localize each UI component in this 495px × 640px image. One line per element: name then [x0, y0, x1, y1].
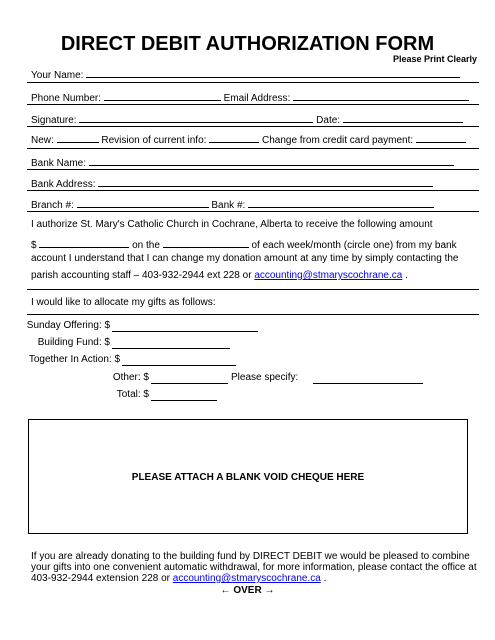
signature-label: Signature: [31, 115, 77, 126]
phone-label: Phone Number: [31, 93, 102, 104]
void-cheque-box [28, 419, 468, 534]
signature-field[interactable] [79, 111, 313, 123]
building-fund-label: Building Fund: $ [37, 337, 110, 348]
authorization-line-4: parish accounting staff – 403-932-2944 ext 228 or accounting@stmaryscochrane.ca . [31, 270, 408, 281]
phone-email-row [31, 89, 469, 105]
divider [27, 104, 479, 105]
divider [27, 289, 479, 290]
branch-row [31, 196, 434, 212]
signature-date-row [31, 111, 463, 127]
divider [27, 314, 479, 315]
authorization-line-1: I authorize St. Mary's Catholic Church in Cochrane, Alberta to receive the following amount [31, 219, 433, 230]
other-label: Other: $ [112, 372, 149, 383]
void-cheque-text: PLEASE ATTACH A BLANK VOID CHEQUE HERE [131, 472, 365, 483]
phone-field[interactable] [104, 89, 221, 101]
change-label: Change from credit card payment: [261, 135, 414, 146]
bank-number-label: Bank #: [211, 200, 246, 211]
new-field[interactable] [57, 131, 99, 143]
change-field[interactable] [416, 131, 466, 143]
bank-address-field[interactable] [98, 175, 433, 187]
divider [27, 169, 479, 170]
authorization-line-3: account I understand that I can change my donation amount at any time by simply contacting the [31, 253, 459, 264]
branch-field[interactable] [77, 196, 209, 208]
authorization-line-2: $ on the of each week/month (circle one) from my bank [31, 236, 457, 252]
total-label: Total: $ [116, 389, 149, 400]
please-specify-label: Please specify: [231, 372, 299, 383]
sunday-offering-label: Sunday Offering: $ [26, 320, 110, 331]
form-title: DIRECT DEBIT AUTHORIZATION FORM [60, 33, 435, 55]
together-in-action-field[interactable] [122, 354, 236, 366]
date-label: Date: [316, 115, 341, 126]
revision-field[interactable] [209, 131, 259, 143]
your-name-row [31, 66, 460, 82]
your-name-label: Your Name: [31, 70, 84, 81]
divider [27, 190, 479, 191]
please-specify-field[interactable] [313, 372, 423, 384]
divider [27, 148, 479, 149]
footer-line-2: your gifts into one convenient automatic withdrawal, for more information, please contact the office at [31, 562, 477, 573]
sunday-offering-field[interactable] [112, 320, 258, 332]
email-label: Email Address: [223, 93, 291, 104]
divider [27, 82, 479, 83]
allocation-intro: I would like to allocate my gifts as follows: [31, 297, 216, 308]
bank-number-field[interactable] [248, 196, 434, 208]
your-name-field[interactable] [86, 66, 460, 78]
building-fund-field[interactable] [112, 337, 230, 349]
new-label: New: [31, 135, 54, 146]
date-field[interactable] [343, 111, 463, 123]
bank-name-label: Bank Name: [31, 158, 87, 169]
print-note: Please Print Clearly [392, 54, 477, 64]
accounting-email-link[interactable]: accounting@stmaryscochrane.ca [254, 270, 403, 281]
footer-email-link[interactable]: accounting@stmaryscochrane.ca [172, 573, 321, 584]
divider [27, 126, 479, 127]
footer-line-1: If you are already donating to the building fund by DIRECT DEBIT we would be pleased to combine [31, 551, 470, 562]
footer-line-3: 403-932-2944 extension 228 or accounting@stmaryscochrane.ca . [31, 573, 327, 584]
bank-address-row [31, 175, 433, 191]
bank-name-row [31, 154, 454, 170]
bank-address-label: Bank Address: [31, 179, 96, 190]
status-row [31, 131, 466, 147]
together-in-action-label: Together In Action: $ [28, 354, 120, 365]
revision-label: Revision of current info: [101, 135, 207, 146]
bank-name-field[interactable] [89, 154, 454, 166]
over-indicator: ← OVER → [220, 585, 275, 596]
divider [27, 211, 479, 212]
frequency-field[interactable] [163, 236, 249, 248]
amount-field[interactable] [39, 236, 129, 248]
total-field[interactable] [151, 389, 217, 401]
email-field[interactable] [293, 89, 469, 101]
branch-label: Branch #: [31, 200, 74, 211]
other-amount-field[interactable] [151, 372, 228, 384]
